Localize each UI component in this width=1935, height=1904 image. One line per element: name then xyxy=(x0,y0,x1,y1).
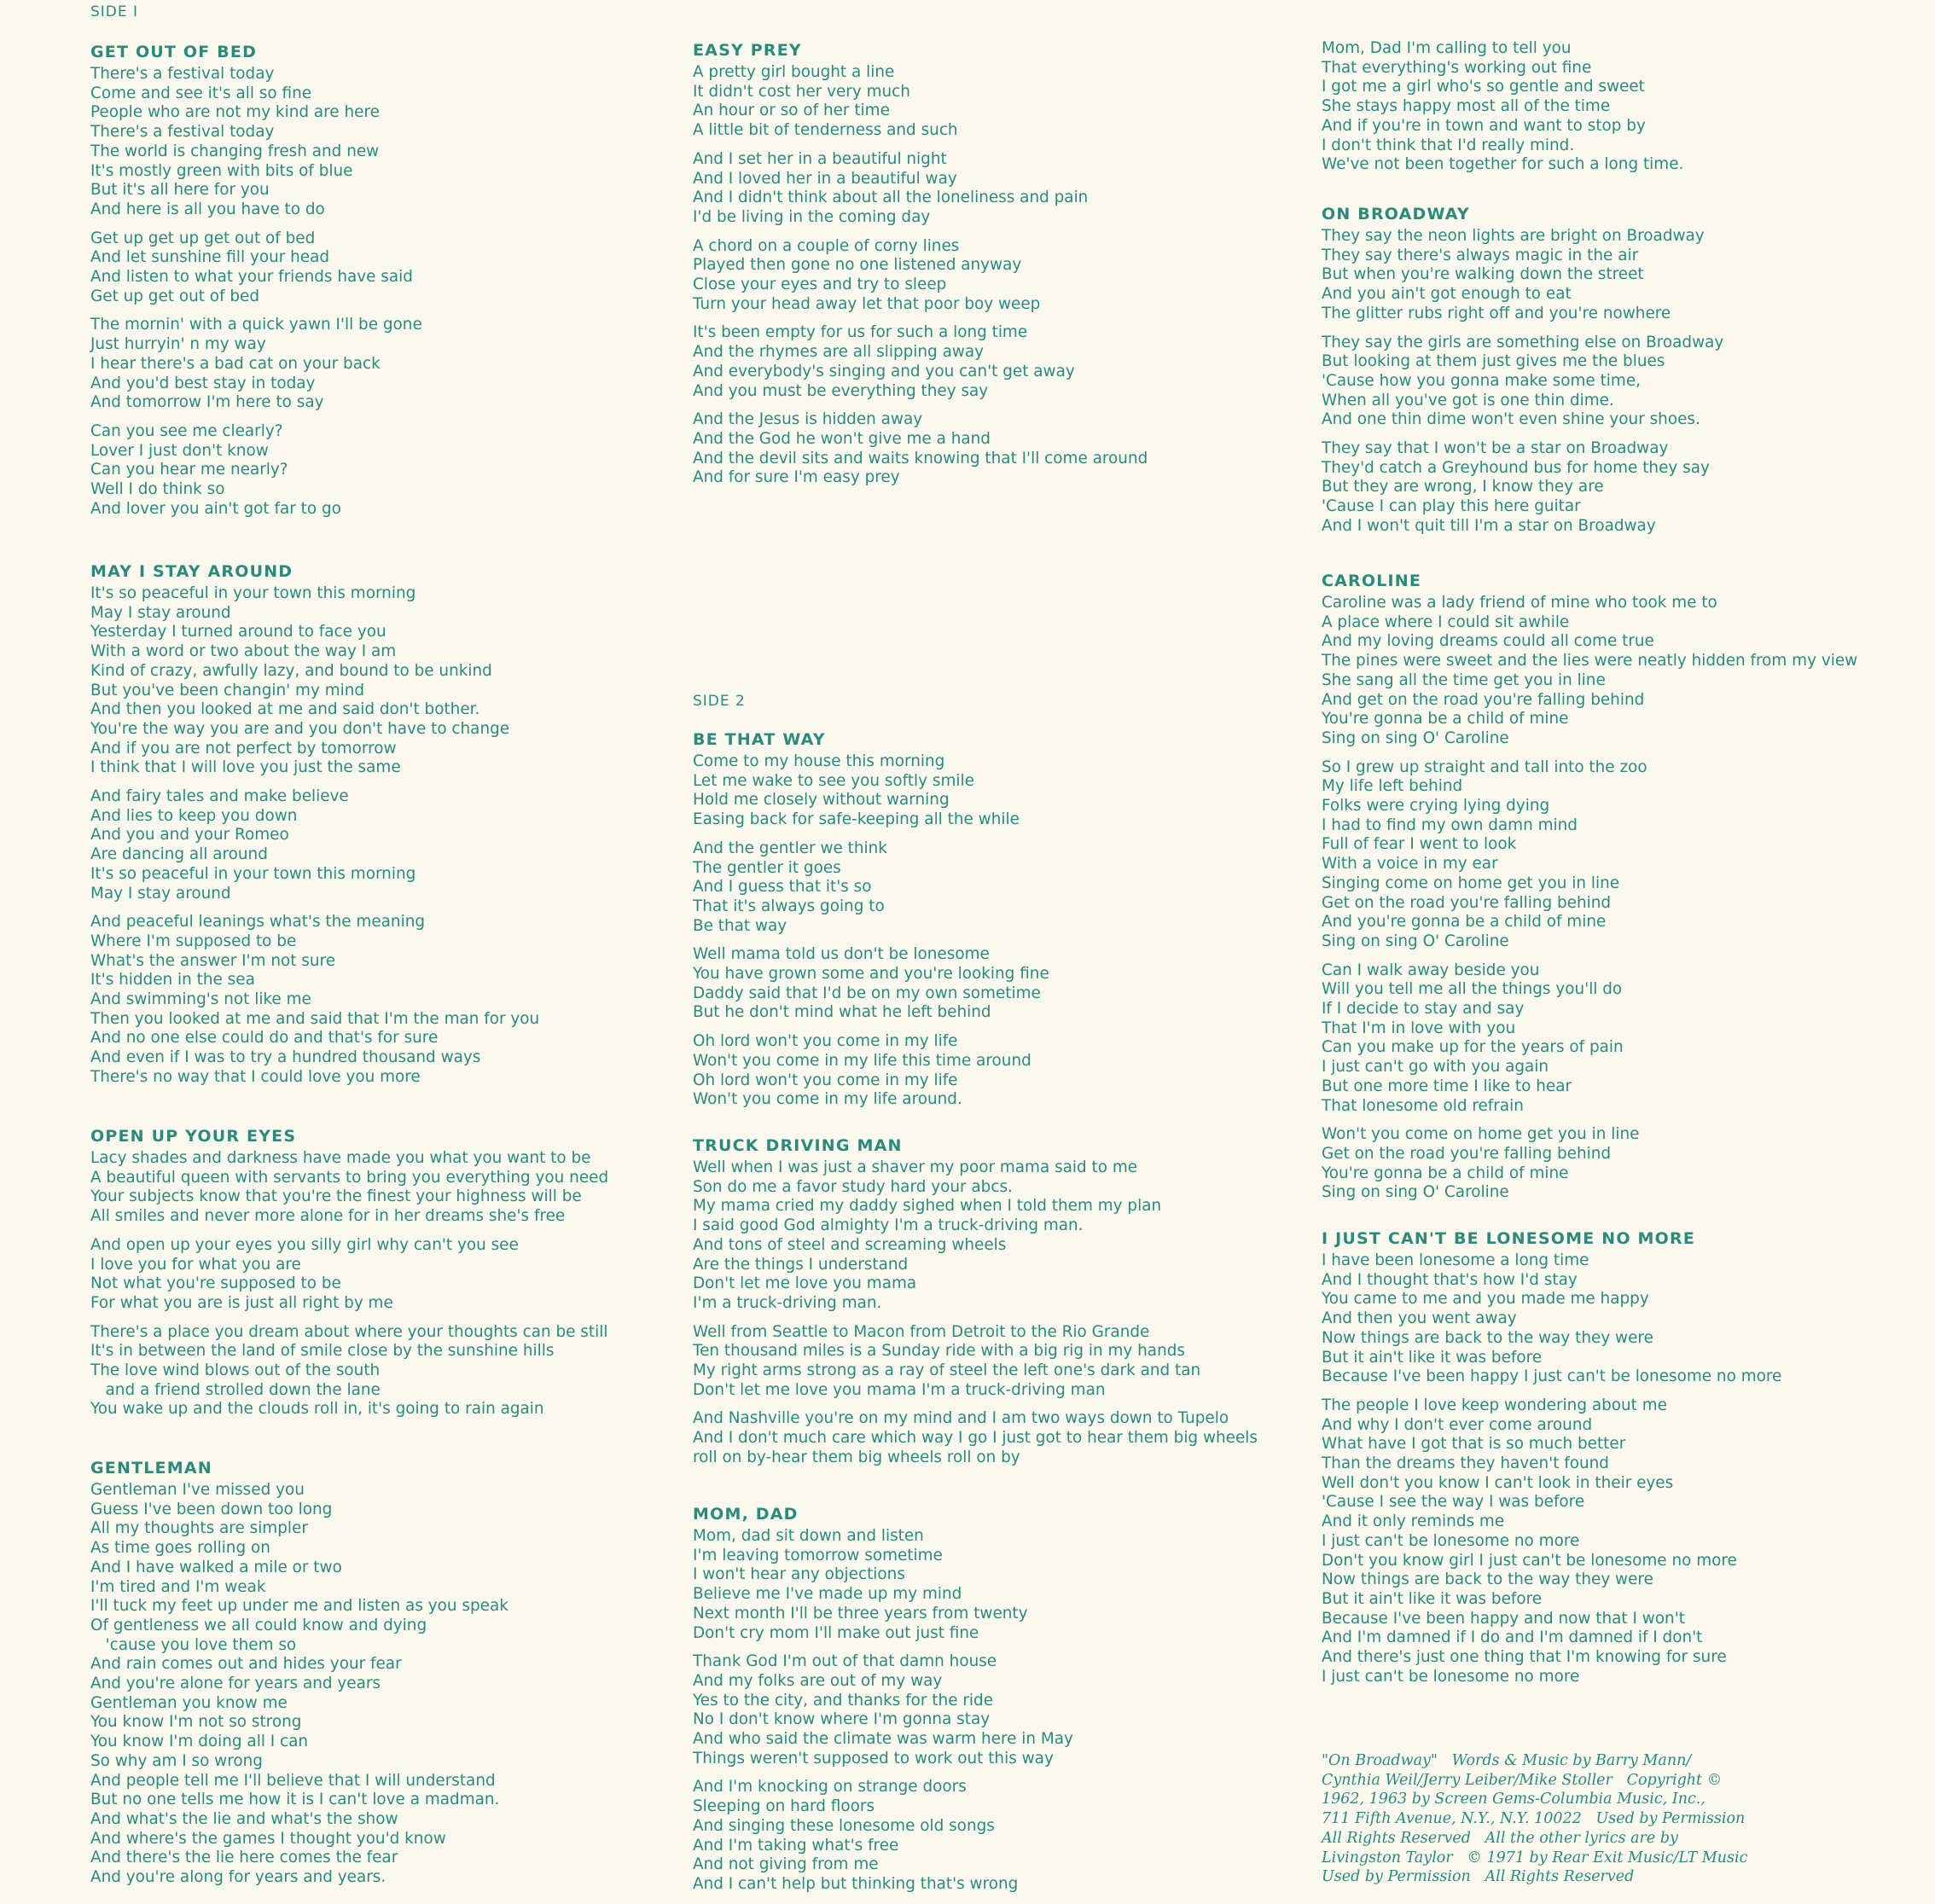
lyric-line: Lacy shades and darkness have made you what you want to be xyxy=(90,1149,591,1167)
lyric-line: Can you hear me nearly? xyxy=(90,461,288,479)
lyric-line: The gentler it goes xyxy=(693,858,841,877)
lyric-line: Where I'm supposed to be xyxy=(90,932,297,950)
lyric-line: A little bit of tenderness and such xyxy=(693,121,958,140)
lyric-line: Get up get up get out of bed xyxy=(90,229,316,247)
lyric-line: I don't think that I'd really mind. xyxy=(1322,136,1575,154)
lyric-line: Gentleman you know me xyxy=(90,1693,288,1712)
lyric-line: A place where I could sit awhile xyxy=(1322,612,1570,631)
song-gentleman xyxy=(90,1455,508,1897)
lyric-line: Let me wake to see you softly smile xyxy=(693,771,974,790)
lyric-line: But one more time I like to hear xyxy=(1322,1077,1572,1095)
lyric-line: They'd catch a Greyhound bus for home they say xyxy=(1322,458,1710,477)
stanza xyxy=(90,1236,608,1314)
lyric-line: And people tell me I'll believe that I will understand xyxy=(90,1771,496,1790)
lyric-line: And I won't quit till I'm a star on Broadway xyxy=(1322,516,1656,535)
stanza xyxy=(90,1149,608,1227)
lyric-line: It's hidden in the sea xyxy=(90,971,255,990)
lyric-line: And you're along for years and years. xyxy=(90,1868,386,1887)
lyric-line: And there's just one thing that I'm knowing for sure xyxy=(1322,1648,1727,1667)
lyric-line: And lover you ain't got far to go xyxy=(90,499,341,518)
lyric-line: With a word or two about the way I am xyxy=(90,642,397,661)
lyric-line: And tomorrow I'm here to say xyxy=(90,393,324,412)
lyric-line: And I loved her in a beautiful way xyxy=(693,169,957,188)
lyric-line: And even if I was to try a hundred thousand ways xyxy=(90,1048,481,1067)
lyric-line: So why am I so wrong xyxy=(90,1751,263,1770)
lyric-line: But it ain't like it was before xyxy=(1322,1589,1543,1608)
lyric-line: All my thoughts are simpler xyxy=(90,1519,308,1538)
lyric-line: Get on the road you're falling behind xyxy=(1322,893,1612,912)
lyric-line: Mom, Dad I'm calling to tell you xyxy=(1322,39,1572,57)
lyric-line: And who said the climate was warm here in May xyxy=(693,1730,1073,1749)
stanza xyxy=(693,1652,1073,1768)
lyric-line: 'Cause I see the way I was before xyxy=(1322,1493,1585,1512)
lyric-line: And here is all you have to do xyxy=(90,200,325,218)
credit-line: 711 Fifth Avenue, N.Y., N.Y. 10022 Used by Permission xyxy=(1322,1810,1746,1828)
lyric-line: Folks were crying lying dying xyxy=(1322,797,1550,816)
lyric-line: When all you've got is one thin dime. xyxy=(1322,391,1614,409)
lyric-line: We've not been together for such a long time. xyxy=(1322,155,1684,174)
lyric-line: You're gonna be a child of mine xyxy=(1322,1164,1569,1182)
lyric-line: And get on the road you're falling behind xyxy=(1322,690,1645,709)
lyric-line: And open up your eyes you silly girl why can't you see xyxy=(90,1235,519,1254)
stanza xyxy=(693,1158,1258,1314)
lyric-line: And Nashville you're on my mind and I am two ways down to Tupelo xyxy=(693,1409,1229,1428)
stanza xyxy=(1322,39,1683,175)
lyric-line: My right arms strong as a ray of steel the left one's dark and tan xyxy=(693,1361,1201,1380)
song-may-i-stay-around xyxy=(90,559,539,1097)
lyric-line: And it only reminds me xyxy=(1322,1512,1505,1531)
lyric-line: And one thin dime won't even shine your shoes. xyxy=(1322,410,1700,429)
credit-line: 1962, 1963 by Screen Gems-Columbia Music, Inc., xyxy=(1322,1791,1705,1808)
lyric-line: And the gentler we think xyxy=(693,839,887,857)
lyric-line: Will you tell me all the things you'll do xyxy=(1322,980,1623,999)
lyric-line: You're gonna be a child of mine xyxy=(1322,710,1569,729)
lyric-line: Well when I was just a shaver my poor mama said to me xyxy=(693,1158,1138,1176)
song-be-that-way xyxy=(693,727,1049,1119)
lyric-line: You know I'm not so strong xyxy=(90,1713,302,1732)
lyric-line: Get on the road you're falling behind xyxy=(1322,1144,1612,1163)
stanza xyxy=(90,1481,508,1888)
lyric-line: I hear there's a bad cat on your back xyxy=(90,354,381,373)
lyric-line: As time goes rolling on xyxy=(90,1539,270,1558)
lyric-line: I'm leaving tomorrow sometime xyxy=(693,1546,943,1564)
side-label: SIDE I xyxy=(90,3,139,20)
credit-line: Used by Permission All Rights Reserved xyxy=(1322,1868,1635,1886)
lyric-line: The world is changing fresh and new xyxy=(90,142,380,160)
stanza xyxy=(1322,758,1857,952)
lyric-line: Easing back for safe-keeping all the while xyxy=(693,810,1020,829)
stanza xyxy=(693,323,1148,401)
lyric-line: I love you for what you are xyxy=(90,1255,301,1274)
lyric-line: That lonesome old refrain xyxy=(1322,1096,1524,1115)
credit-line: Livingston Taylor © 1971 by Rear Exit Music/LT Music xyxy=(1322,1849,1748,1866)
stanza xyxy=(1322,1251,1781,1387)
lyric-line: With a voice in my ear xyxy=(1322,855,1498,874)
lyric-line: And I set her in a beautiful night xyxy=(693,149,947,168)
lyric-line: If I decide to stay and say xyxy=(1322,1000,1525,1019)
lyric-line: You came to me and you made me happy xyxy=(1322,1290,1649,1309)
lyric-line: And rain comes out and hides your fear xyxy=(90,1655,402,1674)
lyric-line: Of gentleness we all could know and dying xyxy=(90,1616,427,1634)
lyric-line: A beautiful queen with servants to bring you everything you need xyxy=(90,1168,609,1187)
song-title: GENTLEMAN xyxy=(90,1459,212,1477)
stanza xyxy=(693,752,1049,830)
lyric-line: It's mostly green with bits of blue xyxy=(90,161,353,180)
lyric-line: They say that I won't be a star on Broadway xyxy=(1322,439,1669,458)
lyric-line: What have I got that is so much better xyxy=(1322,1435,1626,1454)
lyric-line: And for sure I'm easy prey xyxy=(693,468,900,487)
stanza xyxy=(1322,1396,1781,1687)
lyric-line: Then you looked at me and said that I'm the man for you xyxy=(90,1009,540,1028)
lyric-line: But he don't mind what he left behind xyxy=(693,1003,991,1022)
lyric-line: You have grown some and you're looking fine xyxy=(693,965,1049,984)
lyric-line: I won't hear any objections xyxy=(693,1565,905,1584)
lyric-line: Things weren't supposed to work out this way xyxy=(693,1749,1054,1768)
song-get-out-of-bed xyxy=(90,39,422,528)
lyric-line: And the God he won't give me a hand xyxy=(693,429,991,448)
song-title: OPEN UP YOUR EYES xyxy=(90,1127,297,1146)
lyric-line: Don't let me love you mama I'm a truck-driving man xyxy=(693,1380,1106,1399)
lyric-line: She sang all the time get you in line xyxy=(1322,670,1606,689)
lyric-line: 'Cause how you gonna make some time, xyxy=(1322,371,1641,390)
lyric-line: Because I've been happy and now that I won't xyxy=(1322,1609,1685,1628)
lyric-line: The glitter rubs right off and you're nowhere xyxy=(1322,304,1671,322)
lyric-line: Not what you're supposed to be xyxy=(90,1274,341,1293)
song-easy-prey xyxy=(693,38,1148,497)
lyric-line: It's so peaceful in your town this morning xyxy=(90,584,416,602)
stanza xyxy=(90,229,422,307)
lyric-line: And you'd best stay in today xyxy=(90,374,316,392)
lyric-line: But it ain't like it was before xyxy=(1322,1348,1543,1367)
lyric-line: Oh lord won't you come in my life xyxy=(693,1032,958,1051)
lyric-line: Don't you know girl I just can't be lonesome no more xyxy=(1322,1551,1737,1570)
lyric-line: They say the girls are something else on Broadway xyxy=(1322,333,1724,351)
lyric-line: Hold me closely without warning xyxy=(693,791,950,810)
lyric-line: Caroline was a lady friend of mine who took me to xyxy=(1322,594,1717,612)
lyric-line: My mama cried my daddy sighed when I told them my plan xyxy=(693,1197,1162,1216)
lyric-line: Don't let me love you mama xyxy=(693,1274,917,1293)
stanza xyxy=(90,1323,608,1420)
lyric-line: And the devil sits and waits knowing that I'll come around xyxy=(693,449,1148,467)
lyric-line: Sing on sing O' Caroline xyxy=(1322,1183,1509,1202)
song-title: EASY PREY xyxy=(693,41,802,60)
lyric-line: 'Cause I can play this here guitar xyxy=(1322,497,1581,516)
lyric-line: Kind of crazy, awfully lazy, and bound to be unkind xyxy=(90,661,492,680)
song-on-broadway xyxy=(1322,201,1723,546)
lyric-line: Next month I'll be three years from twenty xyxy=(693,1604,1028,1622)
lyric-line: Can I walk away beside you xyxy=(1322,961,1540,979)
song-title: ON BROADWAY xyxy=(1322,205,1470,223)
lyric-line: They say the neon lights are bright on Broadway xyxy=(1322,227,1705,245)
lyric-line: It's so peaceful in your town this morning xyxy=(90,864,416,883)
lyric-line: And everybody's singing and you can't get away xyxy=(693,362,1075,380)
song-title: MAY I STAY AROUND xyxy=(90,562,293,581)
lyric-line: Can you make up for the years of pain xyxy=(1322,1038,1624,1057)
stanza xyxy=(1322,1125,1857,1203)
lyric-line: All smiles and never more alone for in her dreams she's free xyxy=(90,1207,566,1226)
lyric-line: Are dancing all around xyxy=(90,845,268,864)
lyric-line: The pines were sweet and the lies were neatly hidden from my view xyxy=(1322,652,1858,670)
stanza xyxy=(1322,227,1723,324)
stanza xyxy=(693,1527,1073,1643)
credit-line: "On Broadway" Words & Music by Barry Mann/ xyxy=(1322,1752,1692,1769)
lyric-line: Ten thousand miles is a Sunday ride with a big rig in my hands xyxy=(693,1342,1185,1361)
lyric-line: She stays happy most all of the time xyxy=(1322,97,1611,116)
lyric-line: My life left behind xyxy=(1322,777,1463,796)
lyric-line: It didn't cost her very much xyxy=(693,82,910,101)
lyric-line: And tons of steel and screaming wheels xyxy=(693,1235,1007,1254)
lyric-line: It's been empty for us for such a long time xyxy=(693,323,1028,342)
lyric-line: But you've been changin' my mind xyxy=(90,681,365,699)
stanza xyxy=(90,913,539,1087)
lyric-line: And no one else could do and that's for sure xyxy=(90,1029,439,1048)
lyric-line: I said good God almighty I'm a truck-driving man. xyxy=(693,1216,1084,1235)
lyric-line: Played then gone no one listened anyway xyxy=(693,256,1022,275)
stanza xyxy=(1322,594,1857,749)
stanza xyxy=(693,410,1148,488)
lyric-line: Full of fear I went to look xyxy=(1322,835,1517,854)
lyric-line: It's in between the land of smile close by the sunshine hills xyxy=(90,1342,555,1361)
lyric-line: And I thought that's how I'd stay xyxy=(1322,1270,1578,1289)
lyric-line: I'd be living in the coming day xyxy=(693,207,931,226)
lyric-line: Sleeping on hard floors xyxy=(693,1797,875,1816)
lyric-line: And you ain't got enough to eat xyxy=(1322,285,1572,304)
lyric-line: Sing on sing O' Caroline xyxy=(1322,729,1509,747)
lyric-line: And if you are not perfect by tomorrow xyxy=(90,739,397,758)
lyric-line: And my folks are out of my way xyxy=(693,1671,943,1690)
side-label: SIDE 2 xyxy=(693,693,746,710)
lyric-line: And you're gonna be a child of mine xyxy=(1322,913,1607,932)
lyric-line: Lover I just don't know xyxy=(90,441,269,460)
song-title: CAROLINE xyxy=(1322,572,1422,590)
lyric-line: That everything's working out fine xyxy=(1322,58,1592,77)
lyric-line: And listen to what your friends have said xyxy=(90,268,413,287)
song-title: GET OUT OF BED xyxy=(90,43,258,61)
lyric-line: And if you're in town and want to stop by xyxy=(1322,116,1646,135)
credit-line: Cynthia Weil/Jerry Leiber/Mike Stoller Copyright © xyxy=(1322,1771,1723,1789)
lyric-line: There's no way that I could love you more xyxy=(90,1067,421,1086)
lyric-line: And peaceful leanings what's the meaning xyxy=(90,913,426,932)
lyric-line: 'cause you love them so xyxy=(90,1635,297,1654)
lyric-line: May I stay around xyxy=(90,884,231,903)
lyric-line: Don't cry mom I'll make out just fine xyxy=(693,1623,979,1642)
lyric-line: For what you are is just all right by me xyxy=(90,1293,393,1312)
lyric-line: I'm a truck-driving man. xyxy=(693,1293,882,1312)
lyric-line: But when you're walking down the street xyxy=(1322,265,1644,284)
lyric-line: The mornin' with a quick yawn I'll be gone xyxy=(90,316,422,334)
lyric-line: And my loving dreams could all come true xyxy=(1322,632,1654,651)
lyric-line: Can you see me clearly? xyxy=(90,421,283,440)
copyright-credits xyxy=(1322,1751,1747,1887)
lyric-line: And what's the lie and what's the show xyxy=(90,1809,398,1828)
song-title: BE THAT WAY xyxy=(693,730,826,749)
stanza xyxy=(693,1778,1073,1894)
stanza xyxy=(693,1032,1049,1110)
lyric-line: And fairy tales and make believe xyxy=(90,787,349,806)
lyric-line: Won't you come on home get you in line xyxy=(1322,1125,1640,1144)
stanza xyxy=(1322,334,1723,431)
lyric-line: You know I'm doing all I can xyxy=(90,1733,309,1751)
stanza xyxy=(90,422,422,520)
lyric-line: Are the things I understand xyxy=(693,1255,909,1274)
lyric-line: And I'm damned if I do and I'm damned if I don't xyxy=(1322,1628,1703,1647)
lyric-line: Yes to the city, and thanks for the ride xyxy=(693,1691,994,1710)
lyric-line: I'll tuck my feet up under me and listen as you speak xyxy=(90,1597,508,1616)
lyric-line: I had to find my own damn mind xyxy=(1322,816,1578,834)
lyric-line: The love wind blows out of the south xyxy=(90,1361,381,1380)
credit-line: All Rights Reserved All the other lyrics are by xyxy=(1322,1829,1678,1847)
lyric-line: And where's the games I thought you'd know xyxy=(90,1829,446,1848)
lyric-line: roll on by-hear them big wheels roll on by xyxy=(693,1448,1020,1466)
lyric-line: And I don't much care which way I go I just got to hear them big wheels xyxy=(693,1429,1258,1448)
lyric-line: But it's all here for you xyxy=(90,181,270,200)
lyric-line: Won't you come in my life this time around xyxy=(693,1051,1031,1070)
lyric-line: And you and your Romeo xyxy=(90,826,289,845)
lyric-line: You wake up and the clouds roll in, it's going to rain again xyxy=(90,1400,544,1419)
lyric-line: That it's always going to xyxy=(693,897,885,915)
lyric-line: Son do me a favor study hard your abcs. xyxy=(693,1177,1013,1196)
lyric-line: And the Jesus is hidden away xyxy=(693,410,923,429)
lyric-line: Singing come on home get you in line xyxy=(1322,874,1620,892)
lyric-line: And I didn't think about all the loneliness and pain xyxy=(693,189,1089,207)
stanza xyxy=(1322,439,1723,537)
lyric-line: But they are wrong, I know they are xyxy=(1322,478,1604,496)
lyric-line: Well I do think so xyxy=(90,480,225,499)
lyric-line: I got me a girl who's so gentle and sweet xyxy=(1322,78,1645,96)
lyric-line: Just hurryin' n my way xyxy=(90,335,266,354)
lyric-line: And not giving from me xyxy=(693,1855,879,1874)
lyric-line: And then you looked at me and said don't bother. xyxy=(90,700,480,719)
lyric-line: And why I don't ever come around xyxy=(1322,1415,1593,1434)
lyric-line: Get up get out of bed xyxy=(90,287,260,305)
lyric-line: Yesterday I turned around to face you xyxy=(90,623,386,641)
lyric-line: I just can't be lonesome no more xyxy=(1322,1531,1580,1550)
lyric-line: There's a place you dream about where your thoughts can be still xyxy=(90,1322,608,1341)
lyric-line: Believe me I've made up my mind xyxy=(693,1585,962,1604)
lyric-line: They say there's always magic in the air xyxy=(1322,246,1639,264)
lyric-line: Than the dreams they haven't found xyxy=(1322,1454,1609,1473)
lyric-line: And swimming's not like me xyxy=(90,990,311,1009)
lyric-line: And you must be everything they say xyxy=(693,381,989,400)
lyric-line: Gentleman I've missed you xyxy=(90,1481,305,1499)
lyric-line: There's a festival today xyxy=(90,123,275,142)
lyric-line: Because I've been happy I just can't be lonesome no more xyxy=(1322,1367,1782,1386)
lyric-line: Now things are back to the way they were xyxy=(1322,1328,1653,1347)
lyric-line: A chord on a couple of corny lines xyxy=(693,236,960,255)
stanza xyxy=(90,65,422,220)
song-title: MOM, DAD xyxy=(693,1505,799,1524)
lyric-line: I have been lonesome a long time xyxy=(1322,1251,1589,1269)
lyric-line: Be that way xyxy=(693,916,787,935)
lyric-line: May I stay around xyxy=(90,603,231,622)
lyric-line: Sing on sing O' Caroline xyxy=(1322,932,1509,950)
lyric-line: I just can't be lonesome no more xyxy=(1322,1667,1580,1686)
lyric-line: And I can't help but thinking that's wrong xyxy=(693,1874,1019,1893)
lyric-line: And then you went away xyxy=(1322,1309,1517,1328)
stanza xyxy=(693,839,1049,937)
lyric-line: Well from Seattle to Macon from Detroit to the Rio Grande xyxy=(693,1322,1150,1341)
stanza xyxy=(1322,961,1857,1117)
lyric-line: Won't you come in my life around. xyxy=(693,1090,962,1109)
lyric-line: And I'm knocking on strange doors xyxy=(693,1778,967,1797)
lyric-line: The people I love keep wondering about me xyxy=(1322,1396,1667,1414)
lyric-line: Well mama told us don't be lonesome xyxy=(693,945,990,964)
lyric-line: I just can't go with you again xyxy=(1322,1058,1549,1077)
lyric-line: People who are not my kind are here xyxy=(90,103,380,122)
stanza xyxy=(693,237,1148,315)
stanza xyxy=(90,316,422,413)
lyric-line: And I have walked a mile or two xyxy=(90,1558,342,1576)
lyric-line: Now things are back to the way they were xyxy=(1322,1570,1653,1589)
lyric-line: And there's the lie here comes the fear xyxy=(90,1849,398,1867)
stanza xyxy=(693,150,1148,228)
lyric-line: Guess I've been down too long xyxy=(90,1500,333,1518)
song-caroline xyxy=(1322,568,1857,1212)
stanza xyxy=(90,584,539,778)
lyric-line: Your subjects know that you're the finest your highness will be xyxy=(90,1187,582,1206)
lyric-line: Come to my house this morning xyxy=(693,752,945,770)
lyric-line: and a friend strolled down the lane xyxy=(90,1380,381,1399)
lyric-line: Turn your head away let that poor boy weep xyxy=(693,294,1041,313)
lyric-line: You're the way you are and you don't have to change xyxy=(90,719,510,738)
lyric-line: And I'm taking what's free xyxy=(693,1836,899,1855)
song-mom-dad xyxy=(693,1501,1073,1904)
lyric-line: So I grew up straight and tall into the zoo xyxy=(1322,758,1647,776)
lyric-line: Mom, dad sit down and listen xyxy=(693,1527,924,1545)
song-truck-driving-man xyxy=(693,1133,1258,1477)
song-i-just-can-t-be-lonesome-no-more xyxy=(1322,1226,1781,1696)
lyric-line: And the rhymes are all slipping away xyxy=(693,343,985,362)
lyric-line: But no one tells me how it is I can't love a madman. xyxy=(90,1791,500,1809)
lyric-line: And singing these lonesome old songs xyxy=(693,1816,995,1835)
lyric-line: Well don't you know I can't look in their eyes xyxy=(1322,1473,1674,1492)
lyric-line: Close your eyes and try to sleep xyxy=(693,276,947,294)
song-open-up-your-eyes xyxy=(90,1123,608,1429)
song-title: I JUST CAN'T BE LONESOME NO MORE xyxy=(1322,1229,1695,1248)
lyric-line: That I'm in love with you xyxy=(1322,1019,1516,1037)
lyric-line: And lies to keep you down xyxy=(90,806,298,825)
lyric-line: And you're alone for years and years xyxy=(90,1675,381,1693)
lyric-line: I'm tired and I'm weak xyxy=(90,1577,266,1596)
lyric-line: Thank God I'm out of that damn house xyxy=(693,1652,997,1671)
lyric-line: Come and see it's all so fine xyxy=(90,84,312,102)
stanza xyxy=(693,945,1049,1023)
song-title: TRUCK DRIVING MAN xyxy=(693,1136,903,1155)
lyric-line: And let sunshine fill your head xyxy=(90,248,330,267)
lyric-line: What's the answer I'm not sure xyxy=(90,951,336,970)
lyric-line: Oh lord won't you come in my life xyxy=(693,1071,958,1089)
lyric-line: There's a festival today xyxy=(90,65,275,83)
lyric-line: And I guess that it's so xyxy=(693,878,872,897)
lyric-line: Daddy said that I'd be on my own sometime xyxy=(693,984,1041,1002)
song-continued xyxy=(1322,39,1683,184)
lyric-line: No I don't know where I'm gonna stay xyxy=(693,1710,991,1729)
lyric-line: An hour or so of her time xyxy=(693,102,890,120)
lyric-line: A pretty girl bought a line xyxy=(693,63,895,81)
stanza xyxy=(693,1409,1258,1467)
stanza xyxy=(90,787,539,903)
lyric-line: I think that I will love you just the same xyxy=(90,758,401,777)
stanza xyxy=(693,1323,1258,1401)
lyric-line: But looking at them just gives me the blues xyxy=(1322,352,1665,371)
stanza xyxy=(693,63,1148,141)
